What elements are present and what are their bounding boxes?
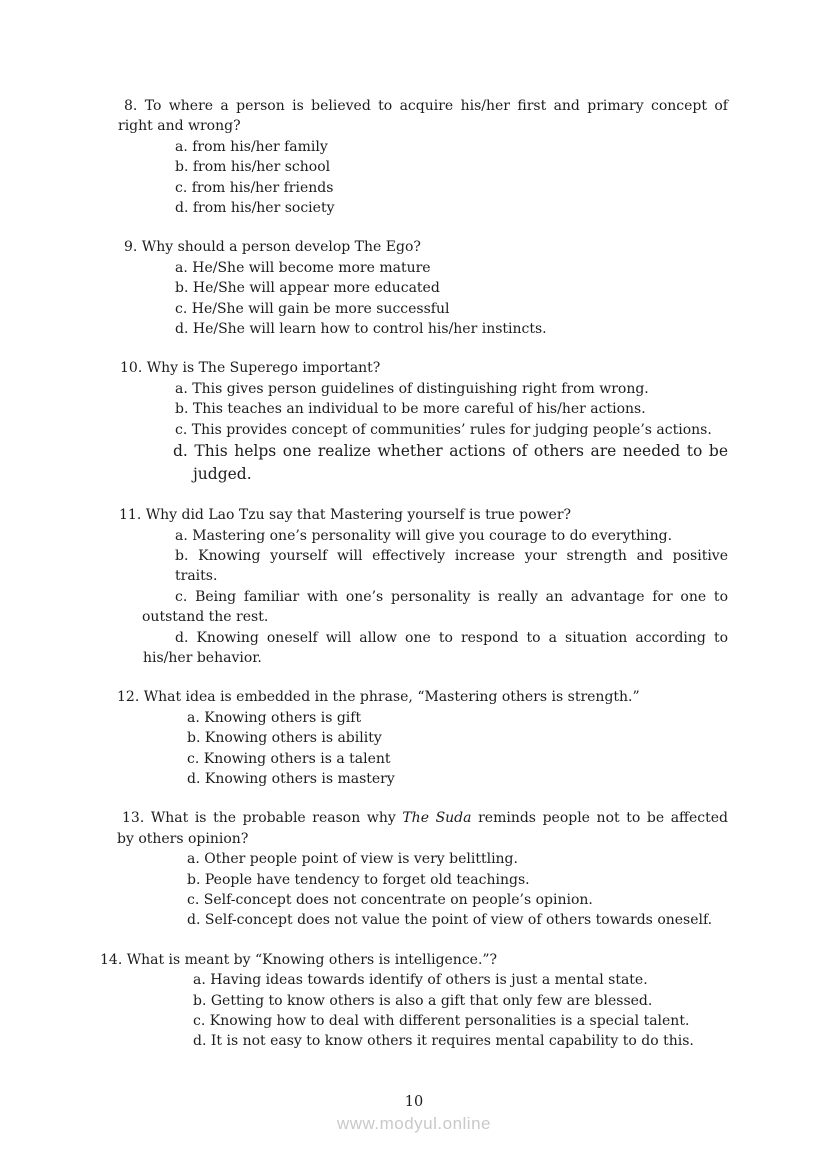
question-13-text-italic-title: The Suda — [402, 810, 472, 827]
question-11-option-b-line-1: b. Knowing yourself will effectively increase your strength and positive — [175, 547, 728, 564]
question-11-option-c-line-1: c. Being familiar with one’s personality is really an advantage for one to — [175, 588, 728, 605]
question-8-text-line-2: right and wrong? — [118, 118, 241, 135]
question-14-option-b: b. Getting to know others is also a gift that only few are blessed. — [193, 992, 653, 1009]
question-14-option-c: c. Knowing how to deal with different personalities is a special talent. — [193, 1013, 690, 1030]
question-11-option-d-line-1: d. Knowing oneself will allow one to respond to a situation according to — [175, 629, 728, 646]
question-13-option-c: c. Self-concept does not concentrate on people’s opinion. — [187, 892, 593, 908]
question-13-option-d: d. Self-concept does not value the point of view of others towards oneself. — [187, 912, 713, 929]
question-8-option-b: b. from his/her school — [175, 159, 331, 176]
question-10-option-d-line-2: judged. — [193, 465, 252, 484]
question-12-option-a: a. Knowing others is gift — [187, 709, 362, 726]
question-11-text: 11. Why did Lao Tzu say that Mastering yourself is true power? — [119, 507, 572, 524]
question-12 — [100, 687, 728, 789]
question-8-option-c: c. from his/her friends — [175, 179, 334, 196]
question-12-option-c: c. Knowing others is a talent — [187, 750, 391, 767]
question-11-option-d-line-2: his/her behavior. — [143, 649, 262, 666]
question-10-option-c: c. This provides concept of communities’ rules for judging people’s actions. — [175, 421, 712, 438]
question-10-option-b: b. This teaches an individual to be more careful of his/her actions. — [175, 401, 646, 418]
question-8 — [100, 96, 728, 218]
question-9-option-d: d. He/She will learn how to control his/her instincts. — [175, 321, 547, 338]
question-12-text: 12. What idea is embedded in the phrase, “Mastering others is strength.” — [117, 689, 640, 706]
question-13-text-post: reminds people not to be affected — [471, 810, 728, 827]
question-13-option-a: a. Other people point of view is very belittling. — [187, 851, 518, 868]
question-13-option-b: b. People have tendency to forget old teachings. — [187, 871, 530, 888]
question-10-option-a: a. This gives person guidelines of distinguishing right from wrong. — [175, 380, 649, 397]
question-11-option-c-line-2: outstand the rest. — [142, 609, 269, 626]
page-number: 10 — [404, 1093, 424, 1110]
question-12-option-d: d. Knowing others is mastery — [187, 770, 395, 787]
question-9-option-b: b. He/She will appear more educated — [175, 280, 440, 297]
question-11-option-b-line-2: traits. — [175, 568, 218, 585]
question-14 — [100, 950, 728, 1052]
question-13-text-line-1 — [122, 808, 728, 828]
question-9-text: 9. Why should a person develop The Ego? — [124, 239, 421, 256]
question-10-text: 10. Why is The Superego important? — [120, 360, 381, 377]
question-11-option-a: a. Mastering one’s personality will give you courage to do everything. — [175, 527, 673, 544]
question-13-text-pre: 13. What is the probable reason why — [122, 810, 403, 827]
question-8-option-d: d. from his/her society — [175, 200, 335, 217]
question-9-option-a: a. He/She will become more mature — [175, 259, 431, 276]
question-14-option-a: a. Having ideas towards identify of others is just a mental state. — [193, 972, 648, 989]
watermark-text: www.modyul.online — [336, 1114, 491, 1134]
question-9 — [100, 237, 728, 339]
question-13-text-line-2: by others opinion? — [117, 830, 249, 847]
question-8-option-a: a. from his/her family — [175, 138, 328, 155]
question-9-option-c: c. He/She will gain be more successful — [175, 300, 450, 317]
question-11 — [100, 505, 728, 668]
question-10-option-d-line-1: d. This helps one realize whether actions of others are needed to be — [173, 442, 728, 461]
question-12-option-b: b. Knowing others is ability — [187, 730, 382, 747]
question-13 — [100, 808, 728, 930]
question-10 — [100, 358, 728, 486]
question-14-text: 14. What is meant by “Knowing others is intelligence.”? — [100, 951, 498, 968]
page-footer — [100, 1092, 728, 1135]
question-8-text-line-1: 8. To where a person is believed to acquire his/her first and primary concept of — [124, 98, 728, 114]
question-14-option-d: d. It is not easy to know others it requires mental capability to do this. — [193, 1033, 694, 1050]
